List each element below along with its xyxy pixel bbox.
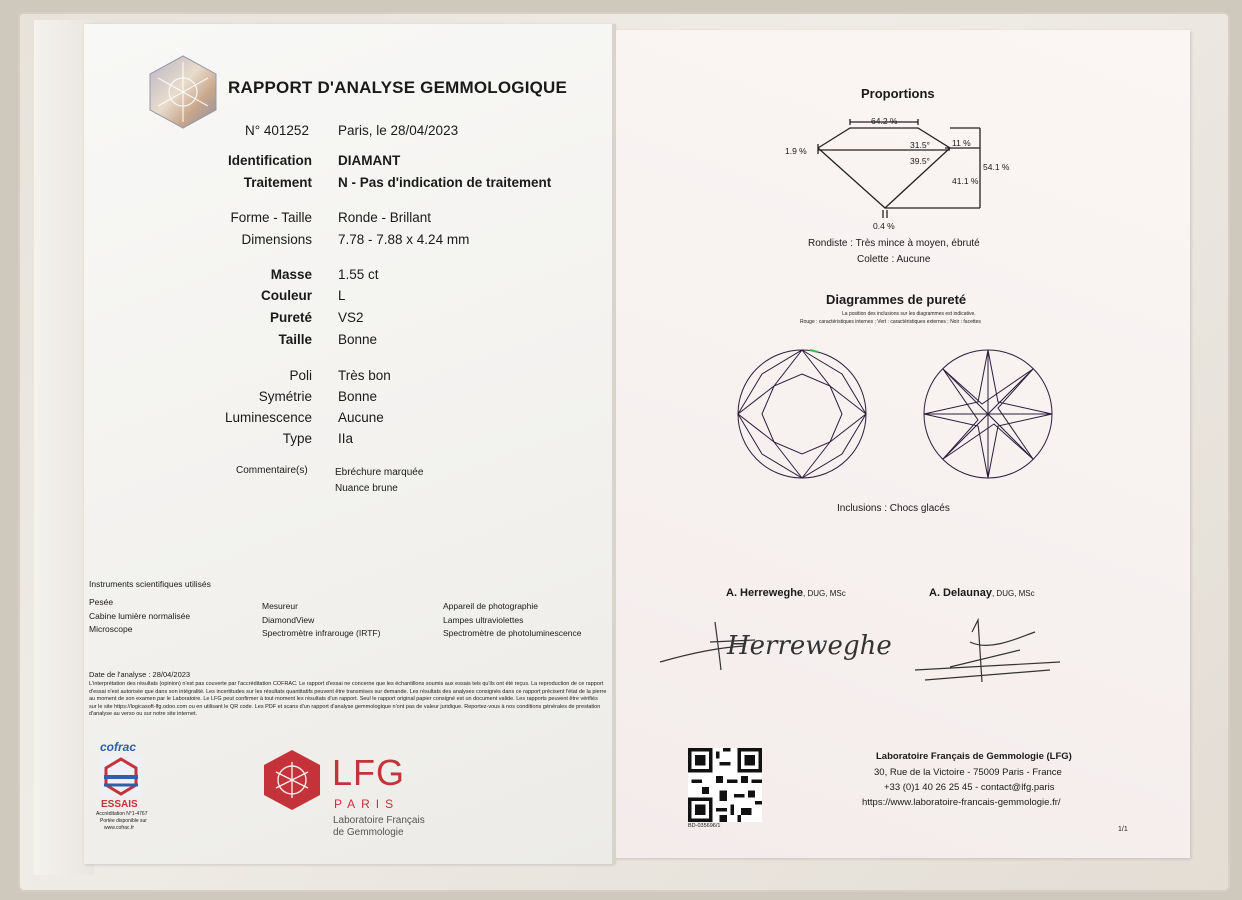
cofrac-wordmark: cofrac [100, 740, 137, 754]
lab-address: 30, Rue de la Victoire - 75009 Paris - France [874, 767, 1062, 778]
comments-line-2: Nuance brune [335, 483, 398, 494]
field-label-forme: Forme - Taille [230, 210, 312, 225]
cofrac-accreditation: Accréditation N°1-4767 [96, 811, 148, 817]
instrument-item: Lampes ultraviolettes [443, 615, 524, 625]
signatory-1-name: A. Herreweghe, DUG, MSc [726, 587, 846, 599]
proportion-girdle: 1.9 % [785, 146, 807, 156]
field-label-taille: Taille [278, 332, 312, 347]
proportion-table: 64.2 % [871, 116, 898, 126]
qr-code-id: BD-035696/1 [688, 823, 721, 829]
clarity-title: Diagrammes de pureté [826, 292, 967, 307]
field-value-luminescence: Aucune [338, 410, 384, 425]
field-label-masse: Masse [270, 267, 312, 282]
comments-label: Commentaire(s) [236, 465, 308, 476]
comments-line-1: Ebréchure marquée [335, 467, 424, 478]
field-label-symetrie: Symétrie [258, 389, 312, 404]
proportion-total-depth: 54.1 % [983, 162, 1010, 172]
proportion-crown-angle: 31.5° [910, 140, 930, 150]
cofrac-essais: ESSAIS [101, 799, 138, 810]
lfg-name-line1: Laboratoire Français [333, 815, 425, 826]
field-value-type: IIa [338, 431, 354, 446]
instrument-item: DiamondView [262, 615, 315, 625]
lfg-hexagon-logo [262, 748, 322, 812]
report-title: RAPPORT D'ANALYSE GEMMOLOGIQUE [228, 78, 568, 97]
field-value-forme: Ronde - Brillant [338, 210, 432, 225]
signature-herreweghe-text: Herreweghe [727, 631, 892, 661]
page-fold [612, 24, 616, 864]
signature-delaunay [910, 612, 1070, 687]
cofrac-portee: Portée disponible sur [100, 818, 147, 824]
field-value-traitement: N - Pas d'indication de traitement [338, 175, 552, 190]
lfg-city: PARIS [334, 797, 400, 811]
field-label-luminescence: Luminescence [224, 410, 312, 425]
colette-text: Colette : Aucune [857, 254, 931, 265]
instrument-item: Pesée [89, 597, 114, 607]
signatory-2-name: A. Delaunay, DUG, MSc [929, 587, 1035, 599]
clarity-diagram-pavilion [920, 346, 1056, 482]
field-label-identification: Identification [228, 153, 312, 168]
page-number: 1/1 [1118, 826, 1128, 833]
lfg-letters: LFG [332, 752, 406, 793]
report-number: N° 401252 [245, 123, 309, 138]
proportion-pavilion-angle: 39.5° [910, 156, 930, 166]
instrument-item: Cabine lumière normalisée [89, 611, 191, 621]
clarity-diagram-crown [734, 346, 870, 482]
instruments-heading: Instruments scientifiques utilisés [89, 579, 211, 589]
instrument-item: Spectromètre infrarouge (IRTF) [262, 628, 381, 638]
lfg-name-line2: de Gemmologie [333, 827, 404, 838]
field-value-symetrie: Bonne [338, 389, 378, 404]
instrument-item: Appareil de photographie [443, 601, 538, 611]
field-value-taille: Bonne [338, 332, 378, 347]
field-value-masse: 1.55 ct [338, 267, 379, 282]
cofrac-emblem [100, 755, 142, 797]
gem-hexagon-logo [148, 54, 218, 130]
proportion-pavilion-depth: 41.1 % [952, 176, 979, 186]
clarity-note-2: Rouge : caractéristiques internes ; Vert : caractéristiques externes ; Noir : facettes [800, 319, 981, 325]
signature-herreweghe [655, 612, 892, 677]
qr-code[interactable] [688, 748, 762, 822]
field-label-type: Type [282, 431, 312, 446]
field-label-dimensions: Dimensions [241, 232, 312, 247]
lab-contact: +33 (0)1 40 26 25 45 - contact@lfg.paris [884, 782, 1055, 793]
instrument-item: Mesureur [262, 601, 298, 611]
field-value-poli: Très bon [338, 368, 391, 383]
proportions-title: Proportions [861, 86, 935, 101]
report-place-date: Paris, le 28/04/2023 [338, 123, 459, 138]
field-value-identification: DIAMANT [338, 153, 401, 168]
rondiste-text: Rondiste : Très mince à moyen, ébruté [808, 238, 980, 249]
instrument-item: Spectromètre de photoluminescence [443, 628, 582, 638]
field-value-couleur: L [338, 288, 346, 303]
legal-disclaimer: L'interprétation des résultats (opinion) n'est pas couverte par l'accréditation COFRAC. Le rapport d'essai ne concerne que les échantillons soumis aux essais tels qu'ils ont été reçus. La reproduction de ce rapport d'essai n'est autorisée que dans son intégralité. Les incertitudes sur les résultats quantitatifs peuvent être transmises sur demande. Les résultats des analyses consignés dans ce rapport précisent l'état de la pierre au moment de son examen par le Laboratoire. Le LFG peut confirmer à tout moment les résultats d'un rapport. Seul le rapport original papier consigné est un document valide. Les rapports peuvent être vérifiés sur le site https://logicasoft-lfg.odoo.com ou en utilisant le QR code. Les PDF et scans d'un rapport d'analyse gemmologique n'ont pas de valeur juridique. Reportez-vous à nos conditions générales de prestation d'analyse au verso ou sur notre site internet. [89, 681, 607, 717]
proportion-culet: 0.4 % [873, 221, 895, 231]
inclusions-text: Inclusions : Chocs glacés [837, 503, 950, 514]
lab-name: Laboratoire Français de Gemmologie (LFG) [876, 751, 1072, 762]
instrument-item: Microscope [89, 624, 133, 634]
cofrac-site: www.cofrac.fr [104, 825, 135, 831]
lab-website[interactable]: https://www.laboratoire-francais-gemmologie.fr/ [862, 797, 1061, 808]
analysis-date: Date de l'analyse : 28/04/2023 [89, 670, 191, 679]
field-label-couleur: Couleur [260, 288, 312, 303]
field-label-traitement: Traitement [243, 175, 312, 190]
field-value-purete: VS2 [338, 310, 364, 325]
field-label-poli: Poli [289, 368, 312, 383]
field-value-dimensions: 7.78 - 7.88 x 4.24 mm [338, 232, 470, 247]
field-label-purete: Pureté [269, 310, 312, 325]
proportion-crown-height: 11 % [952, 138, 971, 148]
clarity-note-1: La position des inclusions sur les diagrammes est indicative. [842, 311, 976, 317]
